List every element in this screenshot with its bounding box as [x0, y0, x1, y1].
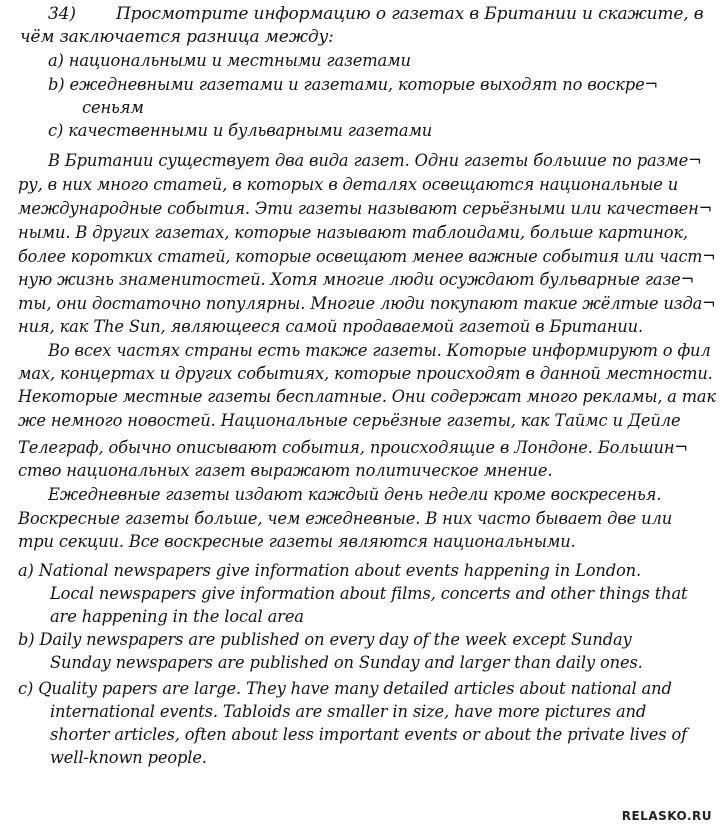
task-option-c: c) качественными и бульварными газетами: [48, 121, 433, 140]
task-number: 34): [48, 4, 76, 24]
text-line: мах, концертах и других событиях, которые происходят в данной местности.: [18, 364, 713, 383]
text-line: Во всех частях страны есть также газеты. Которые информируют о фил: [48, 341, 711, 360]
answer-line: c) Quality papers are large. They have many detailed articles about national and: [18, 679, 672, 698]
text-line: ными. В других газетах, которые называют таблоидами, больше картинок,: [18, 223, 688, 242]
text-line: В Британии существует два вида газет. Одни газеты большие по разме¬: [48, 151, 702, 170]
text-line: Воскресные газеты больше, чем ежедневные. В них часто бывает две или: [18, 509, 673, 528]
task-prompt-line-2: чём заключается разница между:: [20, 27, 334, 47]
watermark: RELASKO.RU: [621, 809, 712, 823]
text-line: международные события. Эти газеты называют серьёзными или качествен¬: [18, 199, 713, 218]
text-line: Ежедневные газеты издают каждый день недели кроме воскресенья.: [48, 485, 662, 504]
text-line: три секции. Все воскресные газеты являются национальными.: [18, 532, 576, 551]
text-line: же немного новостей. Национальные серьёзные газеты, как Таймс и Дейле: [18, 411, 681, 430]
task-option-b-continued: сеньям: [82, 98, 144, 117]
answer-line: a) National newspapers give information about events happening in London.: [18, 561, 642, 580]
answer-line: well-known people.: [50, 748, 207, 767]
task-option-a: a) национальными и местными газетами: [48, 51, 411, 70]
text-line: ру, в них много статей, в которых в деталях освещаются национальные и: [18, 175, 679, 194]
text-line: Некоторые местные газеты бесплатные. Они содержат много рекламы, а так: [18, 387, 716, 406]
answer-line: Sunday newspapers are published on Sunday and larger than daily ones.: [50, 653, 643, 672]
text-line: ство национальных газет выражают политическое мнение.: [18, 461, 553, 480]
answer-line: shorter articles, often about less important events or about the private lives of: [50, 725, 687, 744]
task-prompt-line-1: Просмотрите информацию о газетах в Британии и скажите, в: [116, 4, 704, 24]
text-line: более коротких статей, которые освещают менее важные события или част¬: [18, 247, 716, 266]
text-line: Телеграф, обычно описывают события, происходящие в Лондоне. Большин¬: [18, 438, 688, 457]
text-line: ния, как The Sun, являющееся самой продаваемой газетой в Британии.: [18, 317, 643, 336]
answer-line: international events. Tabloids are smaller in size, have more pictures and: [50, 702, 647, 721]
text-line: ную жизнь знаменитостей. Хотя многие люди осуждают бульварные газе¬: [18, 270, 695, 289]
answer-line: Local newspapers give information about films, concerts and other things that: [50, 584, 688, 603]
answer-line: b) Daily newspapers are published on every day of the week except Sunday: [18, 630, 632, 649]
text-line: ты, они достаточно популярны. Многие люди покупают такие жёлтые изда¬: [18, 294, 716, 313]
task-option-b: b) ежедневными газетами и газетами, которые выходят по воскре¬: [48, 75, 659, 94]
answer-line: are happening in the local area: [50, 607, 304, 626]
